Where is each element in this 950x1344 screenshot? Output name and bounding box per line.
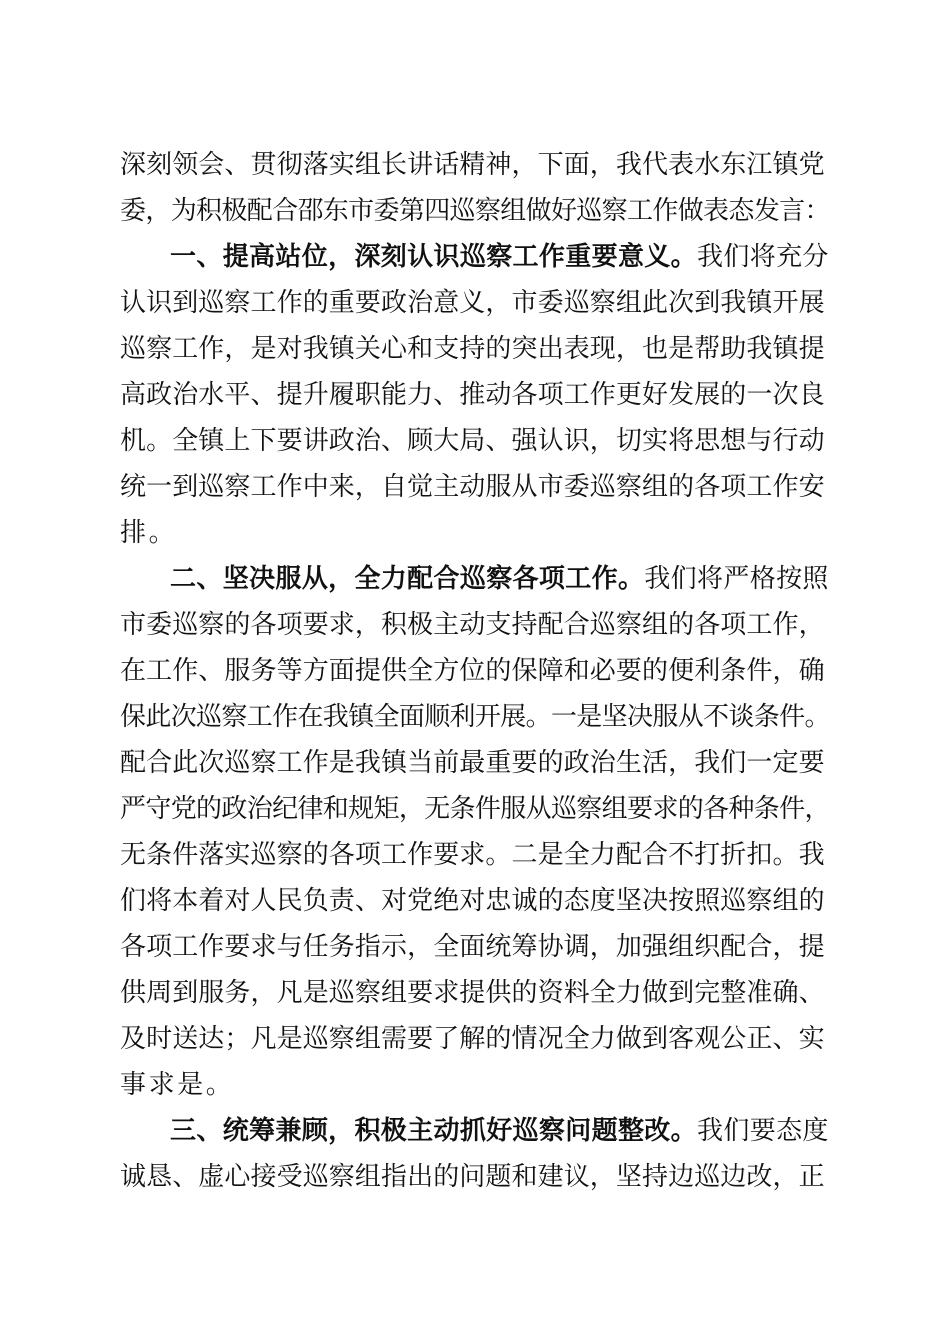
paragraph-line: 机。全镇上下要讲政治、顾大局、强认识，切实将思想与行动: [120, 426, 825, 456]
paragraph-line: 在工作、服务等方面提供全方位的保障和必要的便利条件，确: [120, 656, 825, 686]
section-3-first-line-text: 我们要态度: [697, 1116, 829, 1146]
paragraph-line: 严守党的政治纪律和规矩，无条件服从巡察组要求的各种条件，: [120, 794, 830, 824]
section-1-first-line: [170, 239, 829, 275]
section-2-first-line: [170, 561, 829, 597]
section-2-first-line-text: 我们将严格按照: [644, 564, 829, 594]
section-1-first-line-text: 我们将充分: [697, 242, 829, 272]
paragraph-line: 市委巡察的各项要求，积极主动支持配合巡察组的各项工作，: [120, 610, 825, 640]
paragraph-line: 们将本着对人民负责、对党绝对忠诚的态度坚决按照巡察组的: [120, 886, 825, 916]
paragraph-line: 统一到巡察工作中来，自觉主动服从市委巡察组的各项工作安: [120, 472, 825, 502]
paragraph-line: 及时送达；凡是巡察组需要了解的情况全力做到客观公正、实: [120, 1024, 825, 1054]
paragraph-line: 配合此次巡察工作是我镇当前最重要的政治生活，我们一定要: [120, 748, 825, 778]
section-3-heading: 三、统筹兼顾，积极主动抓好巡察问题整改。: [170, 1116, 698, 1146]
paragraph-line: 认识到巡察工作的重要政治意义，市委巡察组此次到我镇开展: [120, 288, 825, 318]
section-3-first-line: [170, 1113, 829, 1149]
section-1-heading: 一、提高站位，深刻认识巡察工作重要意义。: [170, 242, 698, 272]
paragraph-line: 排。: [120, 518, 178, 548]
paragraph-line: 委，为积极配合邵东市委第四巡察组做好巡察工作做表态发言：: [120, 196, 830, 226]
paragraph-line: 事求是。: [120, 1070, 235, 1100]
paragraph-line: 供周到服务，凡是巡察组要求提供的资料全力做到完整准确、: [120, 978, 825, 1008]
paragraph-line: 各项工作要求与任务指示，全面统筹协调，加强组织配合，提: [120, 932, 825, 962]
paragraph-line: 深刻领会、贯彻落实组长讲话精神，下面，我代表水东江镇党: [120, 150, 825, 180]
paragraph-line: 诚恳、虚心接受巡察组指出的问题和建议，坚持边巡边改，正: [120, 1162, 825, 1192]
paragraph-line: 高政治水平、提升履职能力、推动各项工作更好发展的一次良: [120, 380, 825, 410]
section-2-heading: 二、坚决服从，全力配合巡察各项工作。: [170, 564, 645, 594]
paragraph-line: 保此次巡察工作在我镇全面顺利开展。一是坚决服从不谈条件。: [120, 702, 830, 732]
paragraph-line: 巡察工作，是对我镇关心和支持的突出表现，也是帮助我镇提: [120, 334, 825, 364]
paragraph-line: 无条件落实巡察的各项工作要求。二是全力配合不打折扣。我: [120, 840, 825, 870]
